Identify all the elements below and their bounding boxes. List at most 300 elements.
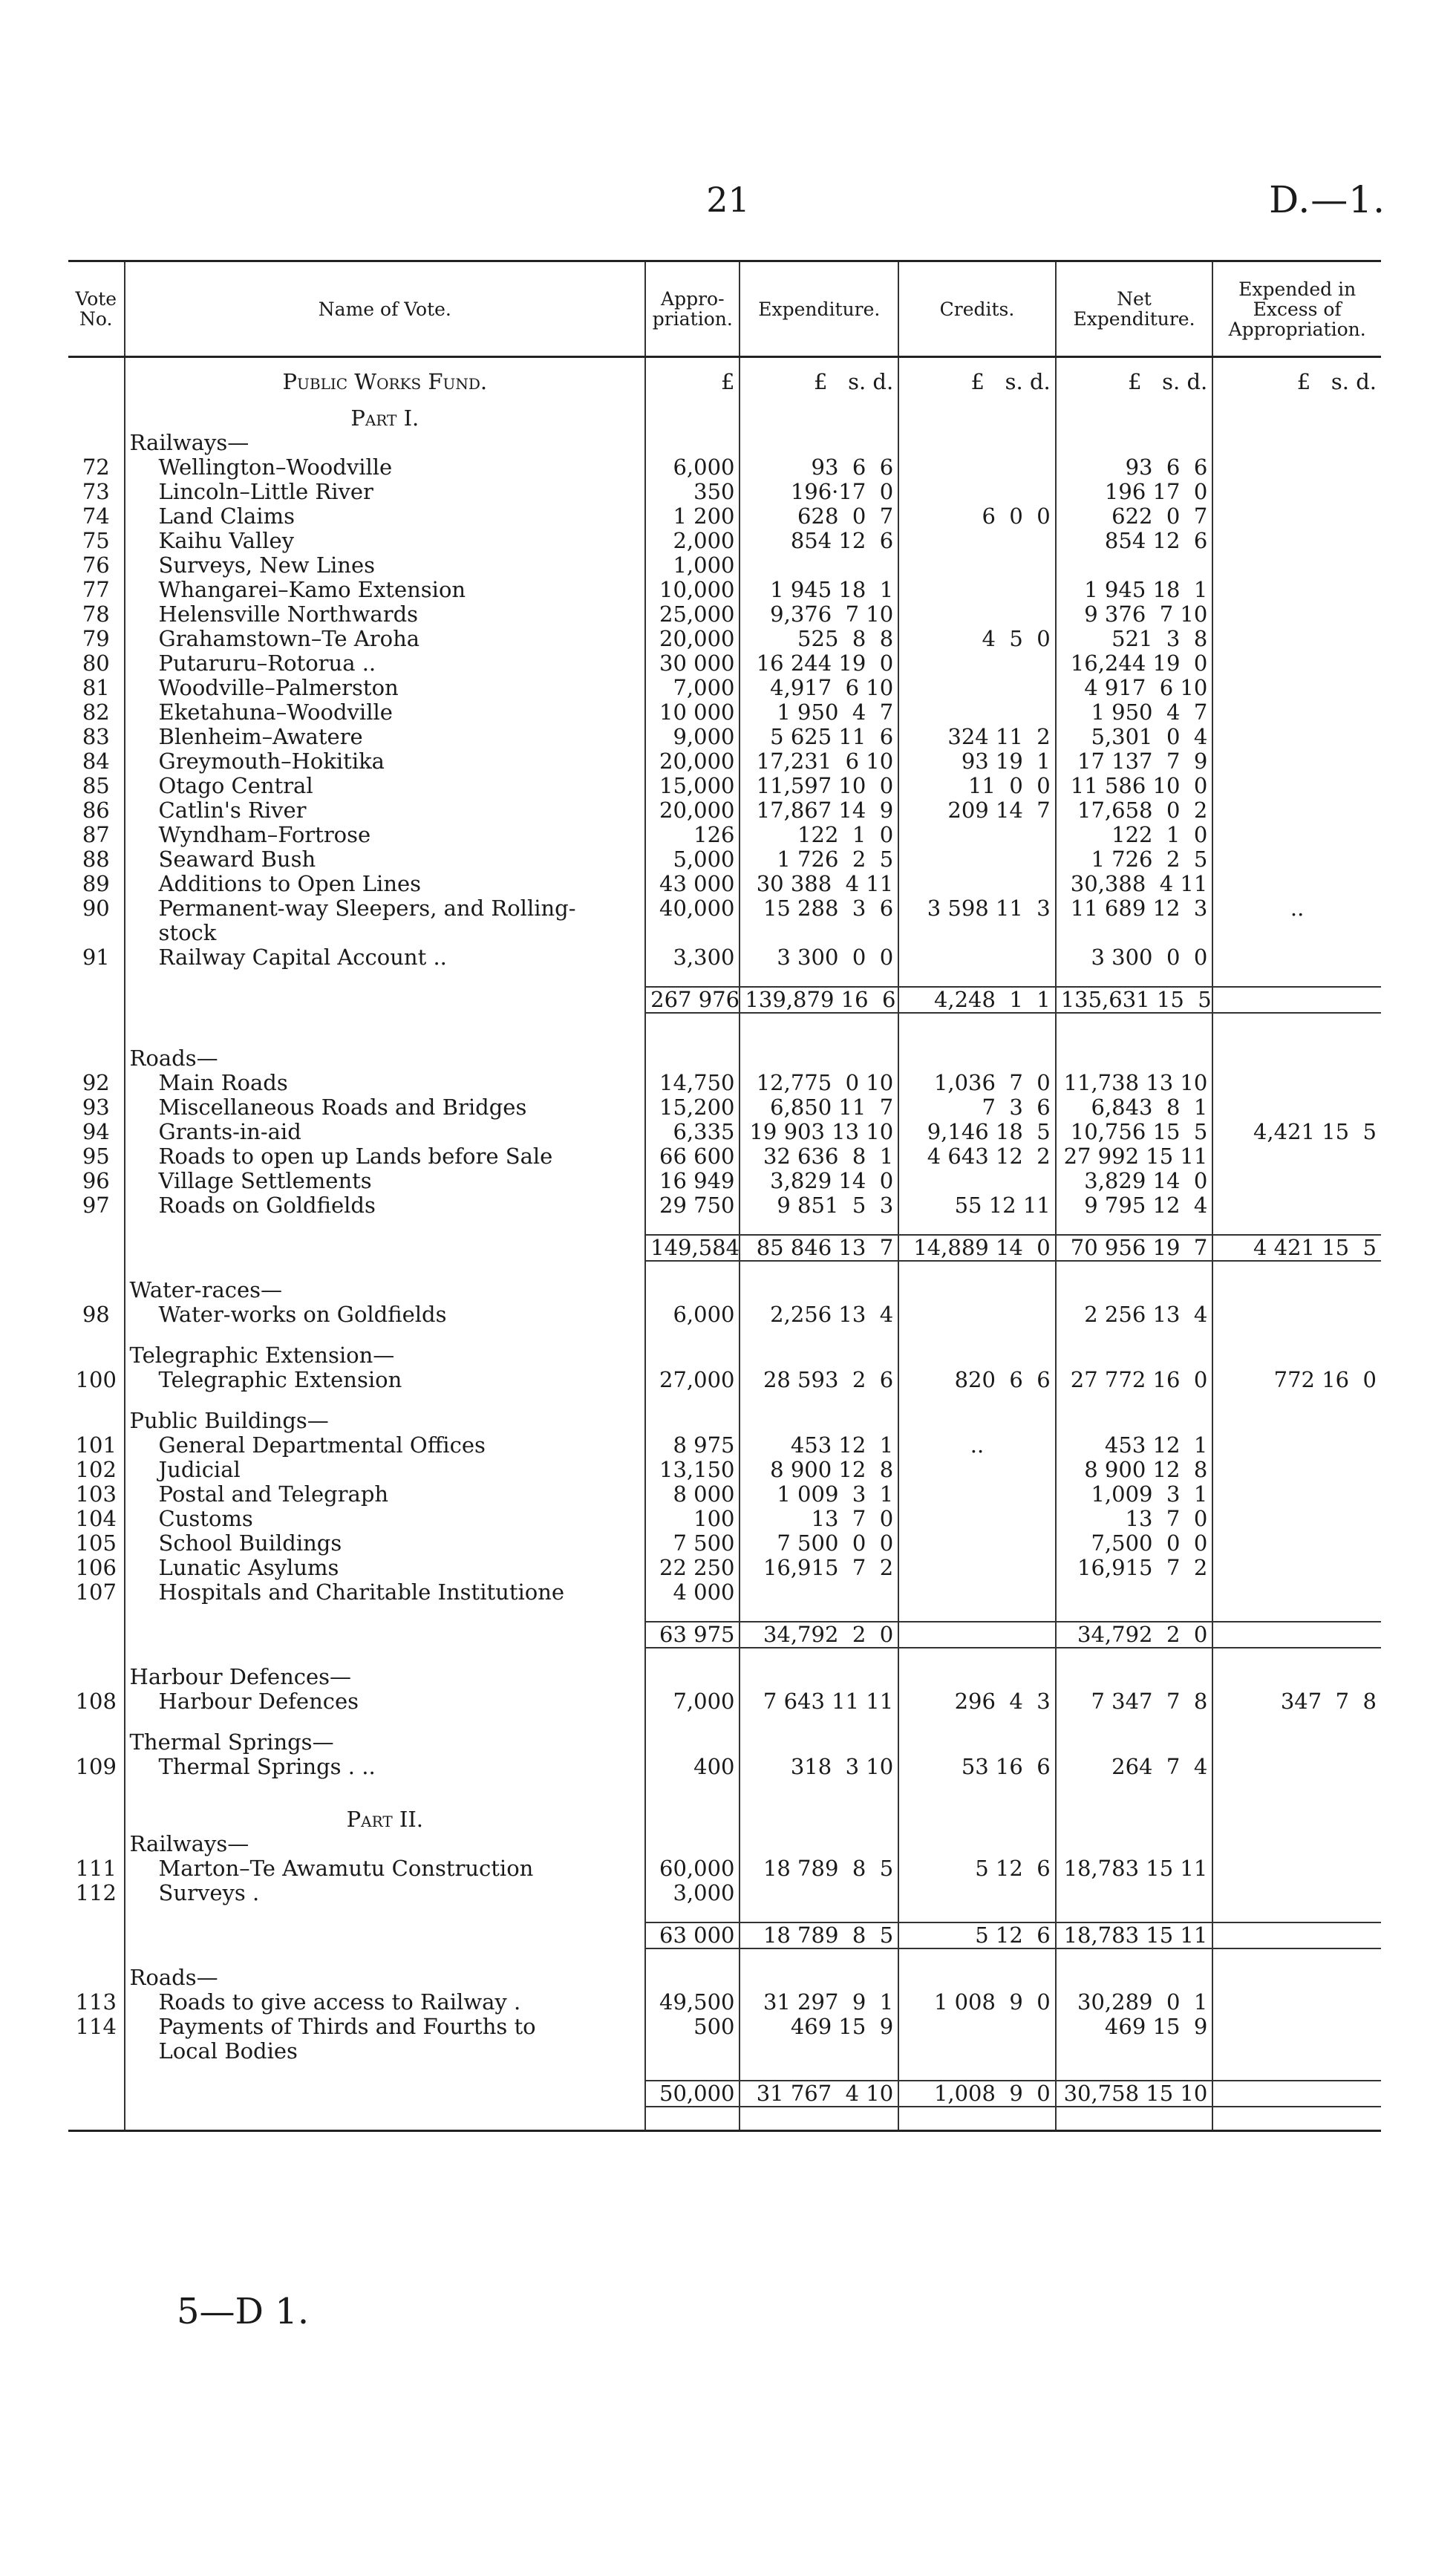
vote-no: 88: [68, 847, 125, 872]
vote-name: Grahamstown–Te Aroha: [125, 627, 646, 651]
total-excess: [1212, 2081, 1381, 2107]
appropriation: 66 600: [645, 1144, 740, 1169]
vote-name: Blenheim–Awatere: [125, 725, 646, 749]
roads-part2-total-row: [68, 2081, 1381, 2107]
vote-no: 89: [68, 872, 125, 896]
vote-name: Wellington–Woodville: [125, 455, 646, 480]
vote-name: Seaward Bush: [125, 847, 646, 872]
total-appropriation: 63 000: [645, 1922, 740, 1948]
vote-no: 77: [68, 578, 125, 602]
credits: 55 12 11: [898, 1193, 1056, 1218]
vote-no: 102: [68, 1458, 125, 1482]
excess: [1212, 1144, 1381, 1169]
part-one-title: Part I.: [125, 394, 646, 431]
vote-no: 101: [68, 1433, 125, 1458]
vote-name: Wyndham–Fortrose: [125, 823, 646, 847]
total-net: 18,783 15 11: [1056, 1922, 1213, 1948]
excess: [1212, 872, 1381, 896]
appropriation: 6,000: [645, 1302, 740, 1327]
net-expenditure: 93 6 6: [1056, 455, 1213, 480]
credits: 820 6 6: [898, 1368, 1056, 1392]
units-row: [68, 357, 1381, 395]
vote-name: Lincoln–Little River: [125, 480, 646, 504]
net-expenditure: 5,301 0 4: [1056, 725, 1213, 749]
credits: [898, 1531, 1056, 1556]
credits: [898, 553, 1056, 578]
credits: 6 0 0: [898, 504, 1056, 529]
credits: 324 11 2: [898, 725, 1056, 749]
expenditure: 3 300 0 0: [740, 945, 898, 970]
vote-name: Surveys, New Lines: [125, 553, 646, 578]
page-number: 21: [706, 180, 750, 220]
vote-no: 87: [68, 823, 125, 847]
table-row: [68, 1368, 1381, 1392]
excess: [1212, 1531, 1381, 1556]
vote-no: 74: [68, 504, 125, 529]
table-row: [68, 1095, 1381, 1120]
expenditure: 8 900 12 8: [740, 1458, 898, 1482]
vote-no: 107: [68, 1580, 125, 1605]
credits: [898, 480, 1056, 504]
appropriation: 7,000: [645, 1689, 740, 1714]
net-expenditure: 11 586 10 0: [1056, 774, 1213, 798]
vote-no: 105: [68, 1531, 125, 1556]
expenditure: 19 903 13 10: [740, 1120, 898, 1144]
credits: 1,036 7 0: [898, 1071, 1056, 1095]
table-row: [68, 798, 1381, 823]
excess: [1212, 2015, 1381, 2064]
net-expenditure: 9 795 12 4: [1056, 1193, 1213, 1218]
vote-name: Helensville Northwards: [125, 602, 646, 627]
credits: [898, 1302, 1056, 1327]
credits: [898, 455, 1056, 480]
public-buildings-total-row: [68, 1622, 1381, 1648]
vote-no: 91: [68, 945, 125, 970]
appropriation: 60,000: [645, 1856, 740, 1881]
table-row: [68, 1433, 1381, 1458]
net-expenditure: 18,783 15 11: [1056, 1856, 1213, 1881]
credits: [898, 1458, 1056, 1482]
header-net-expenditure: Net Expenditure.: [1056, 261, 1213, 357]
group-telegraphic: Telegraphic Extension—: [125, 1343, 646, 1368]
excess: [1212, 700, 1381, 725]
vote-no: 78: [68, 602, 125, 627]
credits: 53 16 6: [898, 1755, 1056, 1779]
credits: [898, 823, 1056, 847]
vote-name: [125, 896, 646, 945]
expenditure: 18 789 8 5: [740, 1856, 898, 1881]
table-row: [68, 504, 1381, 529]
expenditure: 2,256 13 4: [740, 1302, 898, 1327]
appropriation: 7 500: [645, 1531, 740, 1556]
vote-no: 84: [68, 749, 125, 774]
table-row: [68, 627, 1381, 651]
net-expenditure: 6,843 8 1: [1056, 1095, 1213, 1120]
table-row: [68, 455, 1381, 480]
vote-name: Surveys .: [125, 1881, 646, 1905]
part-two-title: Part II.: [125, 1796, 646, 1832]
net-expenditure: 854 12 6: [1056, 529, 1213, 553]
vote-name: Hospitals and Charitable Institutione: [125, 1580, 646, 1605]
appropriation: 4 000: [645, 1580, 740, 1605]
net-expenditure: 1 726 2 5: [1056, 847, 1213, 872]
total-credits: 1,008 9 0: [898, 2081, 1056, 2107]
expenditure: 469 15 9: [740, 2015, 898, 2064]
net-expenditure: 122 1 0: [1056, 823, 1213, 847]
excess: [1212, 798, 1381, 823]
roads-total-row: [68, 1235, 1381, 1261]
net-expenditure: 13 7 0: [1056, 1507, 1213, 1531]
expenditure: 93 6 6: [740, 455, 898, 480]
vote-no: 82: [68, 700, 125, 725]
excess: [1212, 1071, 1381, 1095]
total-net: 34,792 2 0: [1056, 1622, 1213, 1648]
table-row: [68, 1193, 1381, 1218]
appropriation: 27,000: [645, 1368, 740, 1392]
vote-no: 104: [68, 1507, 125, 1531]
header-vote-no: Vote No.: [68, 261, 125, 357]
vote-no: 98: [68, 1302, 125, 1327]
expenditure: 31 297 9 1: [740, 1990, 898, 2015]
vote-no: 114: [68, 2015, 125, 2064]
appropriation: 43 000: [645, 872, 740, 896]
appropriation: 6,000: [645, 455, 740, 480]
net-expenditure: 30,388 4 11: [1056, 872, 1213, 896]
expenditure: 453 12 1: [740, 1433, 898, 1458]
table-row: [68, 1482, 1381, 1507]
excess: 347 7 8: [1280, 1689, 1377, 1714]
vote-no: 112: [68, 1881, 125, 1905]
unit-exc: £ s. d.: [1296, 369, 1377, 394]
net-expenditure: [1056, 553, 1213, 578]
credits: [898, 651, 1056, 676]
vote-no: 80: [68, 651, 125, 676]
net-expenditure: 3 300 0 0: [1056, 945, 1213, 970]
expenditure: 1 009 3 1: [740, 1482, 898, 1507]
unit-exp: £ s. d.: [740, 357, 898, 395]
appropriation: 1,000: [645, 553, 740, 578]
appropriation: 5,000: [645, 847, 740, 872]
table-row: [68, 1120, 1381, 1144]
appropriation: 7,000: [645, 676, 740, 700]
total-credits: 5 12 6: [898, 1922, 1056, 1948]
appropriation: 1 200: [645, 504, 740, 529]
vote-no: 111: [68, 1856, 125, 1881]
total-net: 70 956 19 7: [1056, 1235, 1213, 1261]
vote-name: Whangarei–Kamo Extension: [125, 578, 646, 602]
expenditure: 9,376 7 10: [740, 602, 898, 627]
document-reference: D.—1.: [1269, 178, 1385, 221]
table-row: [68, 749, 1381, 774]
vote-no: 81: [68, 676, 125, 700]
credits: [898, 1881, 1056, 1905]
excess: [1212, 1556, 1381, 1580]
vote-name: School Buildings: [125, 1531, 646, 1556]
table-row: [68, 676, 1381, 700]
vote-name: Judicial: [125, 1458, 646, 1482]
group-roads: Roads—: [125, 1046, 646, 1071]
vote-name: Catlin's River: [125, 798, 646, 823]
vote-name-line2: stock: [158, 920, 217, 945]
header-expenditure: Expenditure.: [740, 261, 898, 357]
credits: [898, 2015, 1056, 2064]
expenditure: 4,917 6 10: [740, 676, 898, 700]
credits: ..: [898, 1433, 1056, 1458]
vote-no: 96: [68, 1169, 125, 1193]
header-credits: Credits.: [898, 261, 1056, 357]
table-row: [68, 1458, 1381, 1482]
group-railways-part2: Railways—: [125, 1832, 646, 1856]
table-row: [68, 872, 1381, 896]
fund-title: Public Works Fund.: [125, 357, 646, 395]
excess: [1212, 1507, 1381, 1531]
net-expenditure: 1 945 18 1: [1056, 578, 1213, 602]
net-expenditure: 11,738 13 10: [1056, 1071, 1213, 1095]
net-expenditure: 17,658 0 2: [1056, 798, 1213, 823]
expenditure: 13 7 0: [740, 1507, 898, 1531]
net-expenditure: 9 376 7 10: [1056, 602, 1213, 627]
credits: [898, 1482, 1056, 1507]
net-expenditure: 11 689 12 3: [1056, 896, 1213, 945]
net-expenditure: 264 7 4: [1056, 1755, 1213, 1779]
vote-no: 85: [68, 774, 125, 798]
vote-name: Greymouth–Hokitika: [125, 749, 646, 774]
net-expenditure: 521 3 8: [1056, 627, 1213, 651]
excess: [1212, 774, 1381, 798]
appropriation: 350: [645, 480, 740, 504]
vote-no: 103: [68, 1482, 125, 1507]
appropriation: 20,000: [645, 749, 740, 774]
credits: [898, 945, 1056, 970]
vote-no: 113: [68, 1990, 125, 2015]
table-row: [68, 1169, 1381, 1193]
excess: [1212, 823, 1381, 847]
appropriation: 40,000: [645, 896, 740, 945]
vote-no: 109: [68, 1755, 125, 1779]
appropriation: 8 000: [645, 1482, 740, 1507]
credits: 5 12 6: [898, 1856, 1056, 1881]
total-appropriation: 267 976: [645, 987, 740, 1013]
net-expenditure: 27 772 16 0: [1056, 1368, 1213, 1392]
vote-name: Postal and Telegraph: [125, 1482, 646, 1507]
excess: 772 16 0: [1273, 1367, 1377, 1392]
footer-code: 5—D 1.: [177, 2291, 310, 2332]
railways-part2-rows: [68, 1856, 1381, 1905]
total-appropriation: 50,000: [645, 2081, 740, 2107]
credits: 1 008 9 0: [898, 1990, 1056, 2015]
table-row: [68, 774, 1381, 798]
vote-name: Woodville–Palmerston: [125, 676, 646, 700]
excess: [1212, 455, 1381, 480]
excess: [1212, 1580, 1381, 1605]
excess: [1212, 676, 1381, 700]
appropriation: 126: [645, 823, 740, 847]
credits: 296 4 3: [898, 1689, 1056, 1714]
vote-no: 79: [68, 627, 125, 651]
excess: [1212, 1482, 1381, 1507]
appropriation: 16 949: [645, 1169, 740, 1193]
net-expenditure: 1 950 4 7: [1056, 700, 1213, 725]
net-expenditure: 17 137 7 9: [1056, 749, 1213, 774]
credits: 3 598 11 3: [898, 896, 1056, 945]
credits: 93 19 1: [898, 749, 1056, 774]
net-expenditure: 30,289 0 1: [1056, 1990, 1213, 2015]
credits: [898, 529, 1056, 553]
expenditure: 854 12 6: [740, 529, 898, 553]
group-water-races: Water-races—: [125, 1278, 646, 1302]
public-works-fund-table: [68, 260, 1381, 2132]
net-expenditure: 453 12 1: [1056, 1433, 1213, 1458]
vote-name-line1: Permanent-way Sleepers, and Rolling-: [158, 896, 576, 921]
table-row: [68, 1856, 1381, 1881]
vote-no: 108: [68, 1689, 125, 1714]
vote-no: 90: [68, 896, 125, 945]
net-expenditure: 2 256 13 4: [1056, 1302, 1213, 1327]
credits: [898, 847, 1056, 872]
net-expenditure: 4 917 6 10: [1056, 676, 1213, 700]
expenditure: 7 500 0 0: [740, 1531, 898, 1556]
vote-no: 76: [68, 553, 125, 578]
credits: [898, 676, 1056, 700]
appropriation: 3,000: [645, 1881, 740, 1905]
total-expenditure: 85 846 13 7: [740, 1235, 898, 1261]
excess: [1212, 1095, 1381, 1120]
table-row: [68, 602, 1381, 627]
total-credits: [898, 1622, 1056, 1648]
table-row: [68, 651, 1381, 676]
group-railways: Railways—: [125, 431, 646, 455]
appropriation: 10,000: [645, 578, 740, 602]
vote-name: Eketahuna–Woodville: [125, 700, 646, 725]
appropriation: 2,000: [645, 529, 740, 553]
expenditure: 1 945 18 1: [740, 578, 898, 602]
net-expenditure: 7 347 7 8: [1056, 1689, 1213, 1714]
vote-name: Telegraphic Extension: [125, 1368, 646, 1392]
appropriation: 100: [645, 1507, 740, 1531]
table-row: [68, 529, 1381, 553]
net-expenditure: [1056, 1580, 1213, 1605]
appropriation: 500: [645, 2015, 740, 2064]
vote-no: 73: [68, 480, 125, 504]
group-roads-part2: Roads—: [125, 1966, 646, 1990]
vote-name: Thermal Springs . ..: [125, 1755, 646, 1779]
excess: [1212, 480, 1381, 504]
appropriation: 49,500: [645, 1990, 740, 2015]
group-harbour-defences: Harbour Defences—: [125, 1665, 646, 1689]
credits: [898, 1169, 1056, 1193]
expenditure: 6,850 11 7: [740, 1095, 898, 1120]
expenditure: 17,231 6 10: [740, 749, 898, 774]
excess: [1212, 1169, 1381, 1193]
table-row: [68, 2015, 1381, 2064]
header-appropriation: Appro-priation.: [645, 261, 740, 357]
table-row: [68, 700, 1381, 725]
railways-rows: [68, 455, 1381, 896]
vote-no: 100: [68, 1368, 125, 1392]
table-row: [68, 1580, 1381, 1605]
expenditure: 30 388 4 11: [740, 872, 898, 896]
table-row: [68, 480, 1381, 504]
credits: 4 5 0: [898, 627, 1056, 651]
appropriation: 13,150: [645, 1458, 740, 1482]
vote-name: Main Roads: [125, 1071, 646, 1095]
table-row: [68, 896, 1381, 945]
table-row: [68, 1689, 1381, 1714]
unit-app: £: [645, 357, 740, 395]
appropriation: 20,000: [645, 627, 740, 651]
total-expenditure: 139,879 16 6: [740, 987, 898, 1013]
table-row: [68, 1531, 1381, 1556]
vote-no: 93: [68, 1095, 125, 1120]
expenditure: 5 625 11 6: [740, 725, 898, 749]
excess: [1212, 725, 1381, 749]
net-expenditure: 8 900 12 8: [1056, 1458, 1213, 1482]
excess: [1212, 627, 1381, 651]
vote-name: Putaruru–Rotorua ..: [125, 651, 646, 676]
total-excess: [1212, 1622, 1381, 1648]
total-appropriation: 63 975: [645, 1622, 740, 1648]
expenditure: 196·17 0: [740, 480, 898, 504]
excess: ..: [1290, 896, 1305, 921]
excess: [1212, 1856, 1381, 1881]
expenditure: 15 288 3 6: [740, 896, 898, 945]
appropriation: 15,200: [645, 1095, 740, 1120]
vote-name-line1: Payments of Thirds and Fourths to: [158, 2014, 536, 2039]
table-row: [68, 1881, 1381, 1905]
appropriation: 20,000: [645, 798, 740, 823]
expenditure: 32 636 8 1: [740, 1144, 898, 1169]
expenditure: 28 593 2 6: [740, 1368, 898, 1392]
vote-name: Roads on Goldfields: [125, 1193, 646, 1218]
vote-name: Additions to Open Lines: [125, 872, 646, 896]
vote-no: 75: [68, 529, 125, 553]
vote-name: Land Claims: [125, 504, 646, 529]
appropriation: 6,335: [645, 1120, 740, 1144]
table-header-row: [68, 261, 1381, 357]
vote-name: Customs: [125, 1507, 646, 1531]
vote-no: 86: [68, 798, 125, 823]
excess: [1212, 749, 1381, 774]
table-row: [68, 847, 1381, 872]
appropriation: 22 250: [645, 1556, 740, 1580]
group-public-buildings: Public Buildings—: [125, 1409, 646, 1433]
total-expenditure: 18 789 8 5: [740, 1922, 898, 1948]
credits: [898, 602, 1056, 627]
vote-name: Roads to open up Lands before Sale: [125, 1144, 646, 1169]
net-expenditure: 16,244 19 0: [1056, 651, 1213, 676]
railways-total-row: [68, 987, 1381, 1013]
expenditure: [740, 1881, 898, 1905]
excess: [1212, 602, 1381, 627]
expenditure: 1 950 4 7: [740, 700, 898, 725]
appropriation: 30 000: [645, 651, 740, 676]
net-expenditure: 7,500 0 0: [1056, 1531, 1213, 1556]
vote-no: 95: [68, 1144, 125, 1169]
credits: 11 0 0: [898, 774, 1056, 798]
credits: [898, 1556, 1056, 1580]
table-row: [68, 725, 1381, 749]
credits: 4 643 12 2: [898, 1144, 1056, 1169]
total-credits: 14,889 14 0: [898, 1235, 1056, 1261]
net-expenditure: 1,009 3 1: [1056, 1482, 1213, 1507]
expenditure: 122 1 0: [740, 823, 898, 847]
total-expenditure: 31 767 4 10: [740, 2081, 898, 2107]
expenditure: 17,867 14 9: [740, 798, 898, 823]
net-expenditure: 10,756 15 5: [1056, 1120, 1213, 1144]
appropriation: 29 750: [645, 1193, 740, 1218]
total-excess: [1212, 1922, 1381, 1948]
expenditure: 1 726 2 5: [740, 847, 898, 872]
